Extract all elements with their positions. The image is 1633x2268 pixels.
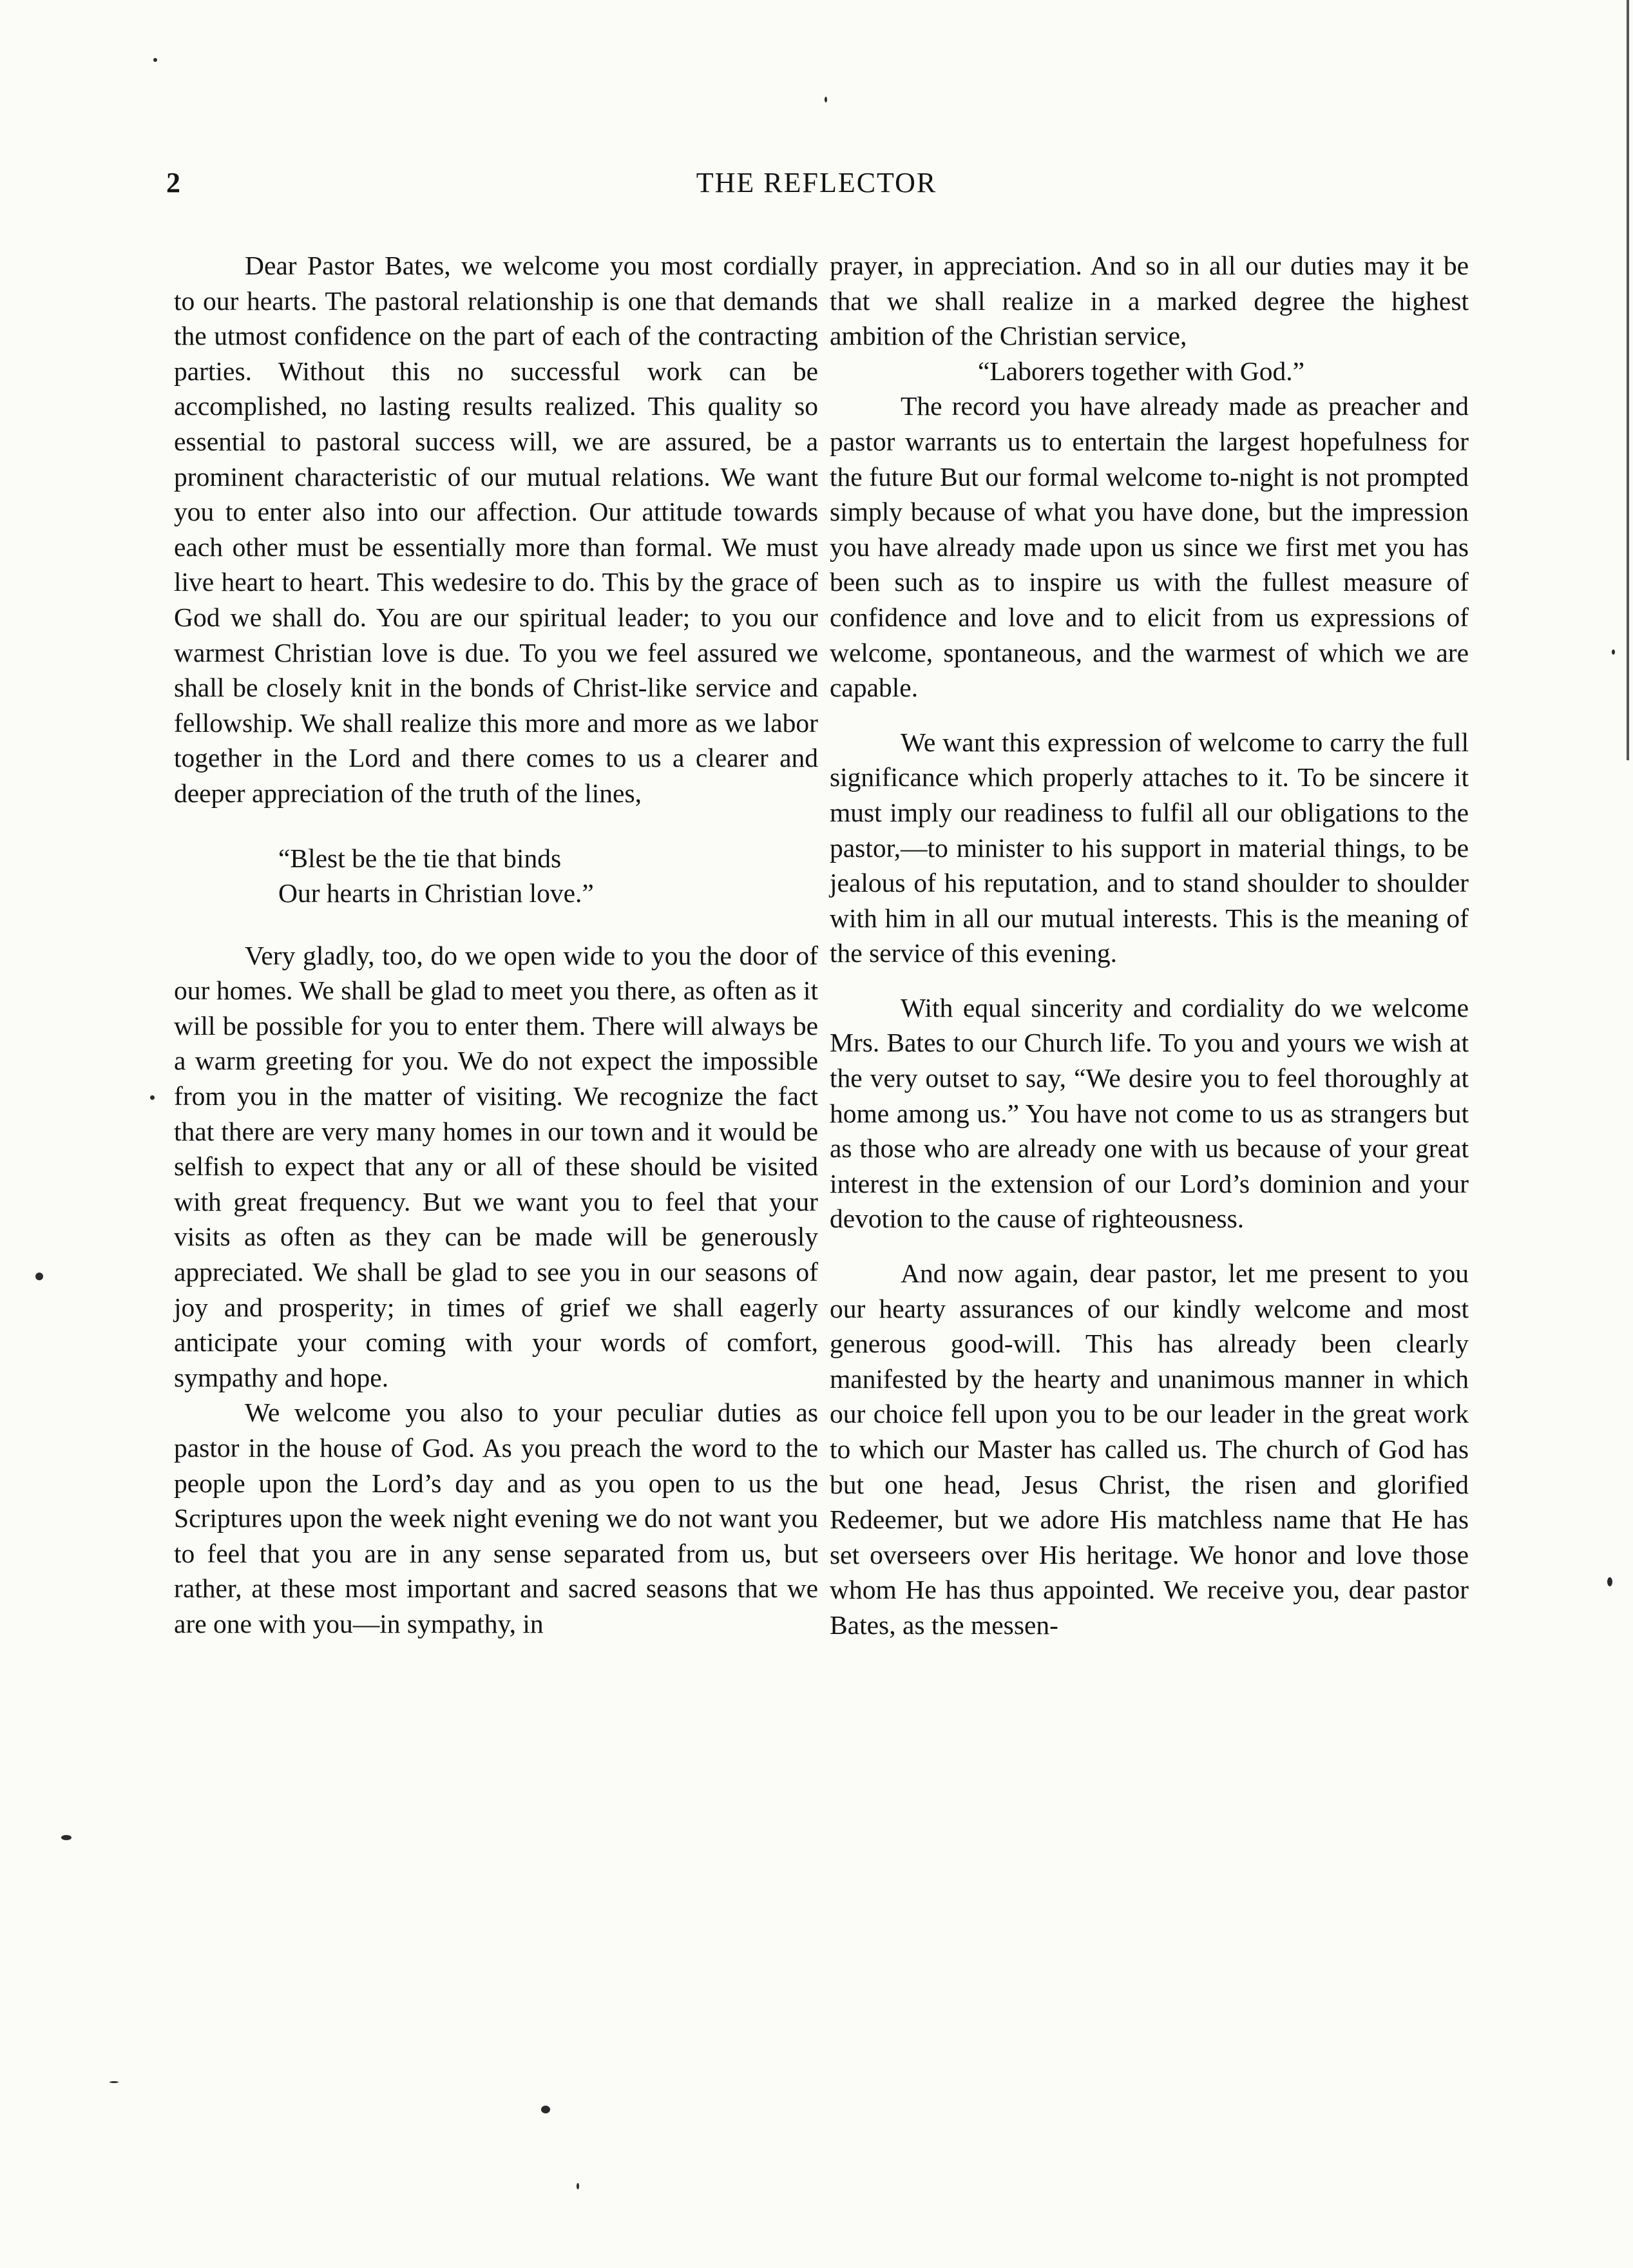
scan-speck — [1612, 649, 1615, 655]
scan-speck — [1607, 1577, 1612, 1586]
scan-speck — [150, 1095, 155, 1100]
poem-line: “Blest be the tie that binds — [278, 843, 562, 873]
paragraph: Very gladly, too, do we open wide to you the door of our homes. We shall be glad to meet you there, as often as it will be possible for you to enter them. There will always be a warm greeting for you. We do not expect the impossible from you in the matter of visiting. We recognize the fact that there are very many homes in our town and it would be selfish to expect that any or all of these should be visited with great frequency. But we want you to feel that your visits as often as they can be made will be generously appreciated. We shall be glad to see you in our seasons of joy and prosperity; in times of grief we shall eagerly anticipate your coming with your words of comfort, sympathy and hope. — [174, 940, 818, 1392]
left-column — [174, 248, 818, 1642]
scan-speck — [577, 2183, 579, 2189]
scan-speck — [153, 58, 157, 62]
scan-speck — [61, 1835, 72, 1840]
paragraph: With equal sincerity and cordiality do we welcome Mrs. Bates to our Church life. To you and yours we wish at the very outset to say, “We desire you to feel thoroughly at home among us.” You have not come to us as strangers but as those who are already one with us because of your great interest in the extension of our Lord’s dominion and your devotion to the cause of righteousness. — [830, 992, 1469, 1234]
scan-speck — [110, 2081, 119, 2083]
quote-line: “Laborers together with God.” — [978, 356, 1305, 386]
scan-speck — [35, 1273, 43, 1280]
running-head: THE REFLECTOR — [696, 167, 937, 198]
paragraph: We want this expression of welcome to carry the full significance which properly attaches to it. To be sincere it must imply our readiness to fulfil all our obligations to the pastor,—to minister to his support in material things, to be jealous of his reputation, and to stand shoulder to shoulder with him in all our mutual interests. This is the meaning of the service of this evening. — [830, 727, 1469, 968]
page-edge-line — [1627, 0, 1629, 760]
paragraph: The record you have already made as preacher and pastor warrants us to entertain the largest hopefulness for the future But our formal welcome to-night is not prompted simply because of what you have done, but the impression you have already made upon us since we first met you has been such as to inspire us with the fullest measure of confidence and love and to elicit from us expressions of welcome, spontaneous, and the warmest of which we are capable. — [830, 391, 1469, 703]
paragraph: prayer, in appreciation. And so in all our duties may it be that we shall realize in a marked degree the highest ambition of the Christian service, — [830, 251, 1469, 351]
poem-line: Our hearts in Christian love.” — [278, 878, 594, 908]
page-number: 2 — [166, 167, 180, 198]
paragraph: And now again, dear pastor, let me present to you our hearty assurances of our kindly welcome and most generous good-will. This has already been clearly manifested by the hearty and unanimous manner in which our choice fell upon you to be our leader in the great work to which our Master has called us. The church of God has but one head, Jesus Christ, the risen and glorified Redeemer, but we adore His matchless name that He has set overseers over His heritage. We honor and love those whom He has thus appointed. We receive you, dear pastor Bates, as the messen- — [830, 1258, 1469, 1640]
right-column — [830, 248, 1469, 1643]
paragraph: We welcome you also to your peculiar duties as pastor in the house of God. As you preach the word to the people upon the Lord’s day and as you open to us the Scriptures upon the week night evening we do not want you to feel that you are in any sense separated from us, but rather, at these most important and sacred seasons that we are one with you—in sympathy, in — [174, 1398, 818, 1639]
paragraph: Dear Pastor Bates, we welcome you most cordially to our hearts. The pastoral relationship is one that demands the utmost confidence on the part of each of the contracting parties. Without this no successful work can be accomplished, no lasting results realized. This quality so essential to pastoral success will, we are assured, be a prominent characteristic of our mutual relations. We want you to enter also into our affection. Our attitude towards each other must be essentially more than formal. We must live heart to heart. This wedesire to do. This by the grace of God we shall do. You are our spiritual leader; to you our warmest Christian love is due. To you we feel assured we shall be closely knit in the bonds of Christ-like service and fellowship. We shall realize this more and more as we labor together in the Lord and there comes to us a clearer and deeper appreciation of the truth of the lines, — [174, 251, 818, 808]
scan-speck — [825, 97, 827, 102]
scan-speck — [541, 2106, 550, 2113]
poem — [278, 841, 818, 911]
